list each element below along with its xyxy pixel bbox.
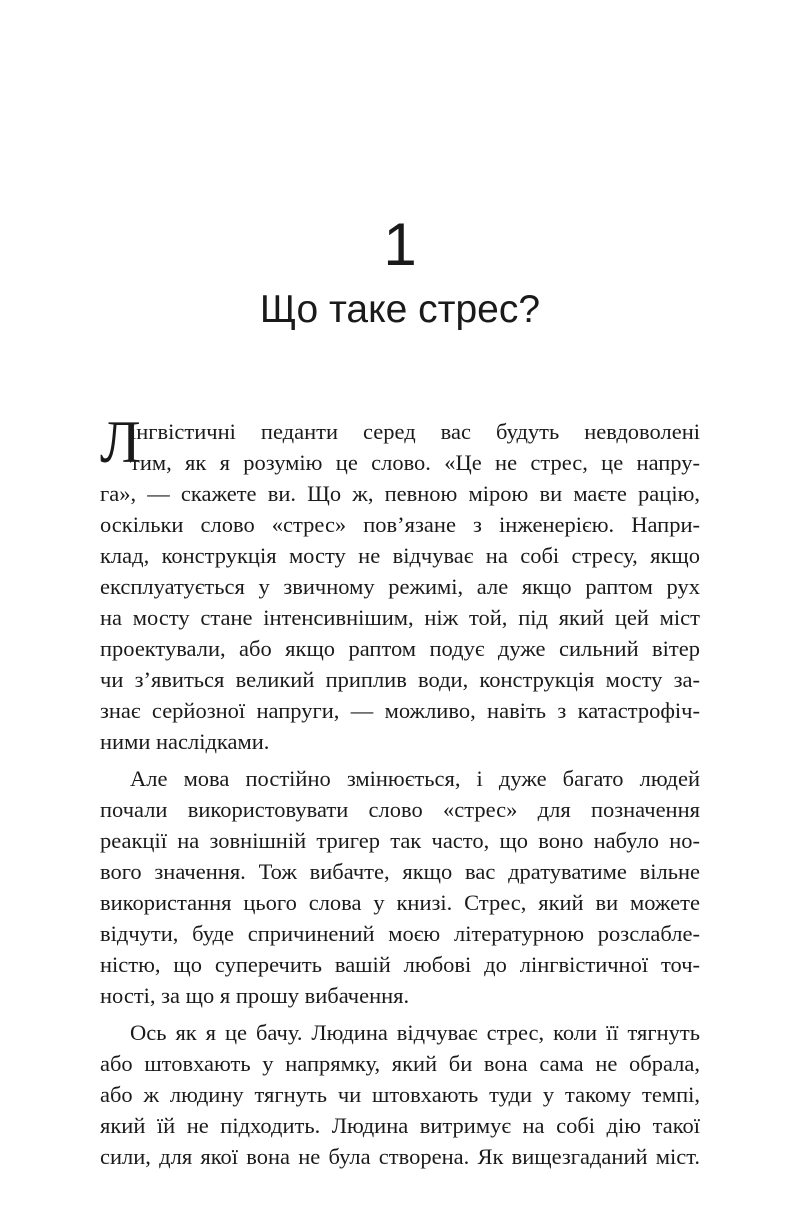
text-line: вого значення. Тож вибачте, якщо вас дратуватиме вільне bbox=[100, 859, 700, 884]
drop-cap: Л bbox=[100, 409, 141, 475]
text-line: на мосту стане інтенсивнішим, ніж той, під який цей міст bbox=[100, 605, 700, 630]
text-line: оскільки слово «стрес» пов’язане з інженерією. Напри- bbox=[100, 512, 700, 537]
text-line: проектували, або якщо раптом подує дуже сильний вітер bbox=[100, 636, 700, 661]
chapter-number: 1 bbox=[383, 211, 417, 278]
chapter-title: Що таке стрес? bbox=[259, 288, 541, 331]
text-line: або ж людину тягнуть чи штовхають туди у такому темпі, bbox=[100, 1082, 700, 1107]
text-line: експлуатується у звичному режимі, але якщо раптом рух bbox=[100, 574, 700, 599]
text-line: почали використовувати слово «стрес» для позначення bbox=[100, 797, 700, 822]
text-line: або штовхають у напрямку, який би вона сама не обрала, bbox=[100, 1051, 700, 1076]
text-line: інгвістичні педанти серед вас будуть невдоволені bbox=[130, 419, 700, 444]
text-line: га», — скажете ви. Що ж, певною мірою ви маєте рацію, bbox=[100, 481, 700, 506]
text-line: сили, для якої вона не була створена. Як вищезгаданий міст. bbox=[100, 1144, 700, 1169]
text-line: відчути, буде спричинений моєю літературною розслабле- bbox=[100, 921, 700, 946]
text-line: знає серйозної напруги, — можливо, навіть з катастрофіч- bbox=[100, 698, 700, 723]
text-line: клад, конструкція мосту не відчуває на собі стресу, якщо bbox=[100, 543, 700, 568]
text-line: чи з’явиться великий приплив води, конструкція мосту за- bbox=[100, 667, 700, 692]
text-line: ності, за що я прошу вибачення. bbox=[100, 983, 410, 1008]
text-line: який їй не підходить. Людина витримує на собі дію такої bbox=[100, 1113, 700, 1138]
text-line: Але мова постійно змінюється, і дуже багато людей bbox=[130, 766, 700, 791]
text-line: тим, як я розумію це слово. «Це не стрес, це напру- bbox=[130, 450, 700, 475]
text-line: ними наслідками. bbox=[100, 729, 270, 754]
chapter-body bbox=[100, 409, 700, 1172]
text-line: реакції на зовнішній тригер так часто, що воно набуло но- bbox=[100, 828, 700, 853]
text-line: Ось як я це бачу. Людина відчуває стрес, коли її тягнуть bbox=[130, 1020, 700, 1045]
text-line: використання цього слова у книзі. Стрес, який ви можете bbox=[100, 890, 700, 915]
text-line: ністю, що суперечить вашій любові до лінгвістичної точ- bbox=[100, 952, 700, 977]
